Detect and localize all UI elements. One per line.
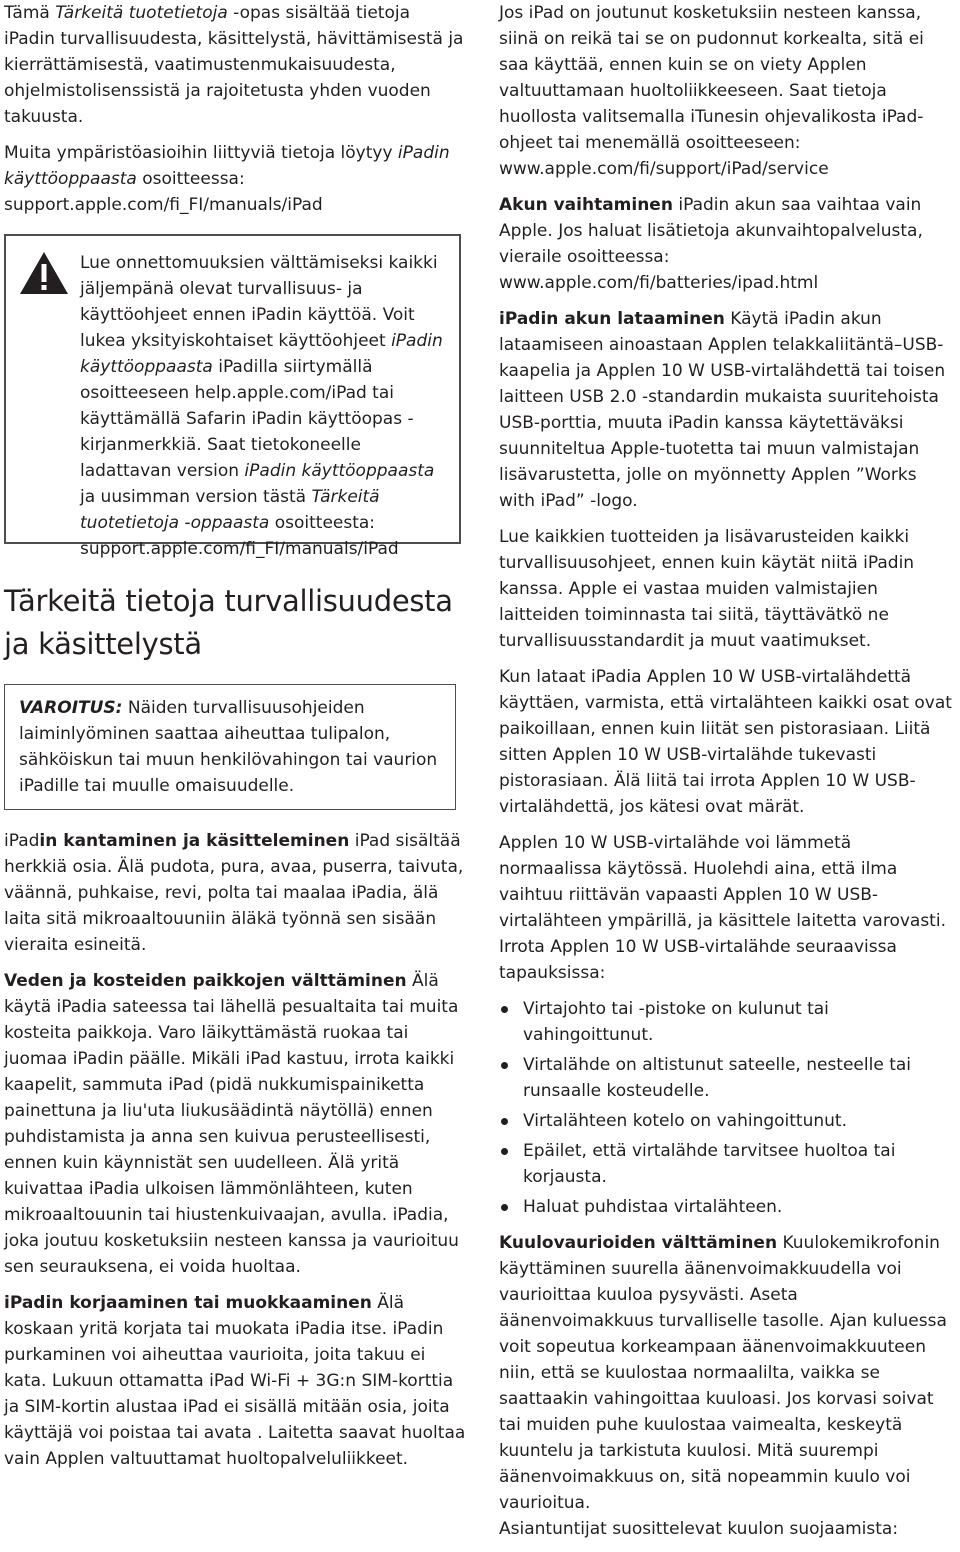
battery-paragraph: Akun vaihtaminen iPadin akun saa vaihtaa vain Apple. Jos haluat lisätietoja akunvaihtopalvelusta, vieraile osoitteessa: www.apple.com/fi/batteries/ipad.html	[499, 195, 923, 293]
warning-label: VAROITUS:	[19, 698, 123, 718]
power-adapter-paragraph: Kun lataat iPadia Applen 10 W USB-virtalähdettä käyttäen, varmista, että virtalähteen kaikki osat ovat paikoillaan, ennen kuin liität sen pistorasiaan. Liitä sitten Applen 10 W USB-virtalähde tukevasti pistorasiaan. Älä liitä tai irrota Applen 10 W USB-virtalähdettä, jos kätesi ovat märät.	[499, 667, 952, 817]
notice-url: support.apple.com/fi_FI/manuals/iPad	[80, 539, 399, 559]
manual-url: support.apple.com/fi_FI/manuals/iPad	[4, 195, 323, 215]
handling-paragraph: iPadin kantaminen ja käsitteleminen iPad sisältää herkkiä osia. Älä pudota, pura, avaa, puserra, taivuta, väännä, puhkaise, revi, polta tai maalaa iPadia, älä laita sitä mikroaaltouuniin äläkä työnnä sen sisään vieraita esineitä.	[4, 831, 464, 955]
handling-title: in kantaminen ja käsitteleminen	[39, 831, 350, 851]
disconnect-conditions-list	[499, 996, 957, 1220]
accessory-safety-paragraph: Lue kaikkien tuotteiden ja lisävarusteiden kaikki turvallisuusohjeet, ennen kuin käytät niitä iPadin kanssa. Apple ei vastaa muiden valmistajien laitteiden toiminnasta tai siitä, täyttävätkö ne turvallisuusstandardit ja muut vaatimukset.	[499, 527, 915, 651]
left-column	[4, 0, 466, 1482]
list-item: Haluat puhdistaa virtalähteen.	[499, 1194, 957, 1220]
service-url: www.apple.com/fi/support/iPad/service	[499, 159, 829, 179]
manual-reference-paragraph: Muita ympäristöasioihin liittyviä tietoja löytyy iPadin käyttöoppaasta osoitteessa: support.apple.com/fi_FI/manuals/iPad	[4, 143, 450, 215]
warning-box	[4, 684, 456, 810]
section-heading: Tärkeitä tietoja turvallisuudesta ja käsittelystä	[4, 584, 453, 661]
list-item: Virtalähde on altistunut sateelle, nesteelle tai runsaalle kosteudelle.	[499, 1052, 957, 1104]
handling-title-prefix: iPad	[4, 831, 40, 851]
intro-paragraph: Tämä Tärkeitä tuotetietoja -opas sisältää tietoja iPadin turvallisuudesta, käsittelystä, hävittämisestä ja kierrättämisestä, vaatimustenmukaisuudesta, ohjelmistolisenssistä ja rajoitetusta yhden vuoden takuusta.	[4, 3, 464, 127]
battery-url: www.apple.com/fi/batteries/ipad.html	[499, 273, 819, 293]
charging-title: iPadin akun lataaminen	[499, 309, 725, 329]
hearing-title: Kuulovaurioiden välttäminen	[499, 1233, 778, 1253]
repair-title: iPadin korjaaminen tai muokkaaminen	[4, 1293, 372, 1313]
safety-notice-text: Lue onnettomuuksien välttämiseksi kaikki jäljempänä olevat turvallisuus- ja käyttöohjeet ennen iPadin käyttöä. Voit lukea yksityiskohtaiset käyttöohjeet iPadin käyttöoppaasta iPadilla siirtymällä osoitteeseen help.apple.com/iPad tai käyttämällä Safarin iPadin käyttöopas -kirjanmerkkiä. Saat tietokoneelle ladattavan version iPadin käyttöoppaasta ja uusimman version tästä Tärkeitä tuotetietoja -oppaasta osoitteesta: support.apple.com/fi_FI/manuals/iPad	[80, 253, 443, 559]
list-item: Virtajohto tai -pistoke on kulunut tai vahingoittunut.	[499, 996, 957, 1048]
liquid-damage-paragraph: Jos iPad on joutunut kosketuksiin nesteen kanssa, siinä on reikä tai se on pudonnut korkealta, sitä ei saa käyttää, ennen kuin se on viety Applen valtuuttamaan huoltoliikkeeseen. Saat tietoja huollosta valitsemalla iTunesin ohjevalikosta iPad-ohjeet tai menemällä osoitteeseen: www.apple.com/fi/support/iPad/service	[499, 3, 924, 179]
hearing-last-line: Asiantuntijat suosittelevat kuulon suojaamista:	[499, 1519, 899, 1539]
water-title: Veden ja kosteiden paikkojen välttäminen	[4, 971, 407, 991]
hearing-paragraph: Kuulovaurioiden välttäminen Kuulokemikrofonin käyttäminen suurella äänenvoimakkuudella voi vaurioittaa kuuloa pysyvästi. Aseta äänenvoimakkuus turvalliselle tasolle. Ajan kuluessa voit sopeutua korkeampaan äänenvoimakkuuteen niin, että se kuulostaa normaalilta, vaikka se saattaakin vahingoittaa kuuloasi. Jos korvasi soivat tai muiden puhe kuulostaa vaimealta, keskeytä kuuntelu ja tarkistuta kuulosi. Mitä suurempi äänenvoimakkuus on, sitä nopeammin kuulo voi vaurioitua. Asiantuntijat suosittelevat kuulon suojaamista:	[499, 1233, 947, 1539]
safety-notice-box	[4, 234, 461, 559]
list-item: Epäilet, että virtalähde tarvitsee huoltoa tai korjausta.	[499, 1138, 957, 1190]
water-paragraph: Veden ja kosteiden paikkojen välttäminen Älä käytä iPadia sateessa tai lähellä pesualtaita tai muita kosteita paikkoja. Varo läikyttämästä ruokaa tai juomaa iPadin päälle. Mikäli iPad kastuu, irrota kaikki kaapelit, sammuta iPad (pidä nukkumispainiketta painettuna ja liu'uta liukusäädintä näytöllä) ennen puhdistamista ja anna sen kuivua perusteellisesti, ennen kuin käynnistät sen uudelleen. Älä yritä kuivattaa iPadia ulkoisen lämmönlähteen, kuten mikroaaltouunin tai hiustenkuivaajan, avulla. iPadia, joka joutuu kosketuksiin nesteen kanssa ja vaurioituu sen seurauksena, ei voida huoltaa.	[4, 971, 459, 1277]
charging-paragraph: iPadin akun lataaminen Käytä iPadin akun lataamiseen ainoastaan Applen telakkaliitäntä–USB-kaapelia ja Applen 10 W USB-virtalähdettä tai toisen laitteen USB 2.0 -standardin mukaista suuritehoista USB-porttia, muuta iPadin kanssa käytettäväksi suunniteltua Apple-tuotetta tai muun valmistajan lisävarustetta, jolle on myönnetty Applen ”Works with iPad” -logo.	[499, 309, 946, 511]
adapter-heat-paragraph: Applen 10 W USB-virtalähde voi lämmetä normaalissa käytössä. Huolehdi aina, että ilma vaihtuu riittävän vapaasti Applen 10 W USB-virtalähteen ympärillä, ja käsittele laitetta varovasti. Irrota Applen 10 W USB-virtalähde seuraavissa tapauksissa:	[499, 833, 946, 983]
list-item: Virtalähteen kotelo on vahingoittunut.	[499, 1108, 957, 1134]
repair-paragraph: iPadin korjaaminen tai muokkaaminen Älä koskaan yritä korjata tai muokata iPadia itse. iPadin purkaminen voi aiheuttaa vaurioita, joita takuu ei kata. Lukuun ottamatta iPad Wi-Fi + 3G:n SIM-korttia ja SIM-kortin alustaa iPad ei sisällä mitään osia, joita käyttäjä voi poistaa tai avata . Laitetta saavat huoltaa vain Applen valtuuttamat huoltopalveluliikkeet.	[4, 1293, 466, 1469]
warning-text: Näiden turvallisuusohjeiden laiminlyöminen saattaa aiheuttaa tulipalon, sähköiskun tai muun henkilövahingon tai vaurion iPadille tai muulle omaisuudelle.	[19, 698, 438, 796]
battery-title: Akun vaihtaminen	[499, 195, 673, 215]
right-column	[499, 0, 957, 1552]
warning-triangle-icon	[18, 250, 70, 296]
